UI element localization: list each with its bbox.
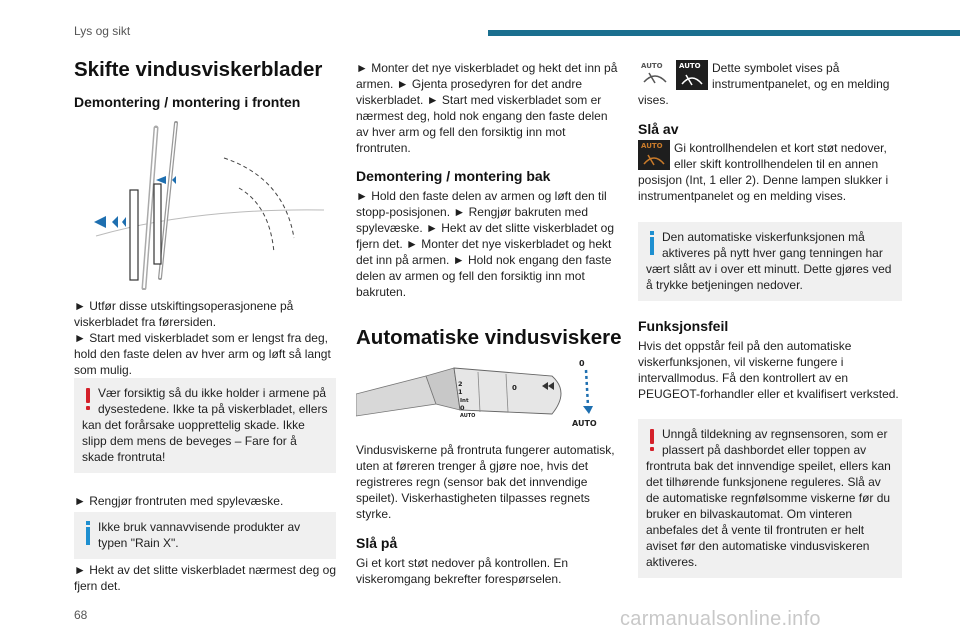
switch-off-text: Gi kontrollhendelen et kort støt nedover, eller skift kontrollhendelen til en annen posisjon (Int, 1 eller 2). Denne lampen slukker i instrumentpanelet og en melding vises. — [638, 141, 889, 203]
auto-wiper-amber-icon — [638, 140, 670, 170]
rear-steps: ► Hold den faste delen av armen og løft den til stopp-posisjonen. ► Rengjør bakruten med spylevæske. ► Hekt av det slitte viskerbladet og fjern det. ► Monter det nye viskerbladet og hekt det inn på armen. ► Hold nok engang den faste delen av armen og fell den forsiktig inn mot bakruten. — [356, 189, 614, 299]
auto-wiper-outline-icon — [638, 60, 672, 88]
symbol-text: Dette symbolet vises på instrumentpanelet, og en melding vises. — [638, 61, 890, 107]
warning-note — [74, 378, 336, 473]
subtitle-front: Demontering / montering i fronten — [74, 94, 301, 110]
step-unhook: ► Hekt av det slitte viskerbladet nærmest deg og fjern det. — [74, 563, 336, 593]
lever-label-0: 0 — [460, 404, 465, 412]
auto-description: Vindusviskerne på frontruta fungerer automatisk, uten at føreren trenger å gjøre noe, hvis det registreres regn (sensor bak det innvendige speilet). Viskerhastigheten tilpasses regnets styrke. — [356, 443, 615, 521]
warning-exclamation-icon — [646, 426, 658, 454]
auto-wiper-filled-icon — [676, 60, 708, 90]
info-text: Den automatiske viskerfunksjonen må aktiveres på nytt hver gang tenningen har vært slått av i over ett minutt. Dette gjøres ved å trykke betjeningen nedover. — [646, 230, 892, 292]
step-rinse: ► Rengjør frontruten med spylevæske. — [74, 494, 284, 508]
info-icon — [82, 519, 94, 547]
warning-text: Unngå tildekning av regnsensoren, som er plassert på dashbordet eller toppen av frontruta bak det innvendige speilet, ellers kan det tilhørende funksjonene reguleres. Slå av de automatiske regnfølsomme viskerne før du bruker en bilvaskautomat. Om vinteren anbefales det å vente til frontruten er helt aviset før den automatiske vindusviskeren aktiveres. — [646, 427, 891, 569]
malfunction-text: Hvis det oppstår feil på den automatiske viskerfunksjonen, vil viskerne fungere i intervallmodus. Få den kontrollert av en PEUGEOT-forhandler eller et kvalifisert verksted. — [638, 339, 899, 401]
front-steps-continued: ► Monter det nye viskerbladet og hekt det inn på armen. ► Gjenta prosedyren for det andre viskerbladet. ► Start med viskerbladet som er nærmest deg, hold nok engang den faste delen av hver arm og fell den forsiktig inn mot frontruten. — [356, 61, 618, 155]
warning-exclamation-icon — [82, 385, 94, 413]
lever-top-0: 0 — [579, 359, 585, 368]
svg-text:AUTO: AUTO — [679, 62, 701, 70]
info-text: Ikke bruk vannavvisende produkter av typen "Rain X". — [98, 520, 301, 550]
header-accent-bar — [488, 30, 960, 36]
lever-label-auto: AUTO — [460, 413, 476, 419]
footer-watermark: carmanualsonline.info — [620, 608, 821, 630]
info-note — [74, 512, 336, 559]
step-text: ► Utfør disse utskiftingsoperasjonene på viskerbladet fra førersiden. — [74, 299, 294, 329]
subtitle-switch-on: Slå på — [356, 535, 398, 551]
warning-text: Vær forsiktig så du ikke holder i armene på dysestedene. Ikke ta på viskerbladet, ellers kan det forårsake uopprettelig skade. Ikke slipp dem mens de beveges – Fare for å skade frontruta! — [82, 386, 328, 464]
front-wiper-illustration — [74, 118, 336, 290]
subtitle-malfunction: Funksjonsfeil — [638, 318, 729, 334]
step-text: ► Start med viskerbladet som er lengst fra deg, hold den faste delen av hver arm og løft så langt som mulig. — [74, 331, 331, 377]
lever-bottom-auto: AUTO — [572, 419, 597, 428]
page-number: 68 — [74, 608, 88, 622]
wiper-lever-illustration — [356, 356, 618, 436]
switch-on-text: Gi et kort støt nedover på kontrollen. En viskeromgang bekrefter forespørselen. — [356, 556, 569, 586]
switch-off-block — [638, 140, 902, 204]
section-title-wiper-blades: Skifte vindusviskerblader — [74, 58, 323, 81]
lever-label-2: 2 — [458, 380, 463, 388]
front-wiper-drawing — [74, 118, 336, 290]
info-icon — [646, 229, 658, 257]
info-note-reactivate — [638, 222, 902, 301]
lever-label-ring-0: 0 — [512, 384, 517, 392]
warning-note-sensor — [638, 419, 902, 578]
running-header: Lys og sikt — [74, 24, 131, 38]
steps-block-1 — [74, 298, 336, 378]
lever-label-1: 1 — [458, 388, 463, 396]
subtitle-rear: Demontering / montering bak — [356, 168, 551, 184]
section-title-auto-wipers: Automatiske vindusviskere — [356, 326, 622, 349]
svg-text:AUTO: AUTO — [641, 62, 663, 70]
lever-label-int: Int — [460, 398, 469, 404]
svg-text:AUTO: AUTO — [641, 142, 663, 150]
auto-symbol-block — [638, 60, 902, 108]
subtitle-switch-off: Slå av — [638, 121, 679, 137]
wiper-lever-drawing — [356, 356, 618, 436]
